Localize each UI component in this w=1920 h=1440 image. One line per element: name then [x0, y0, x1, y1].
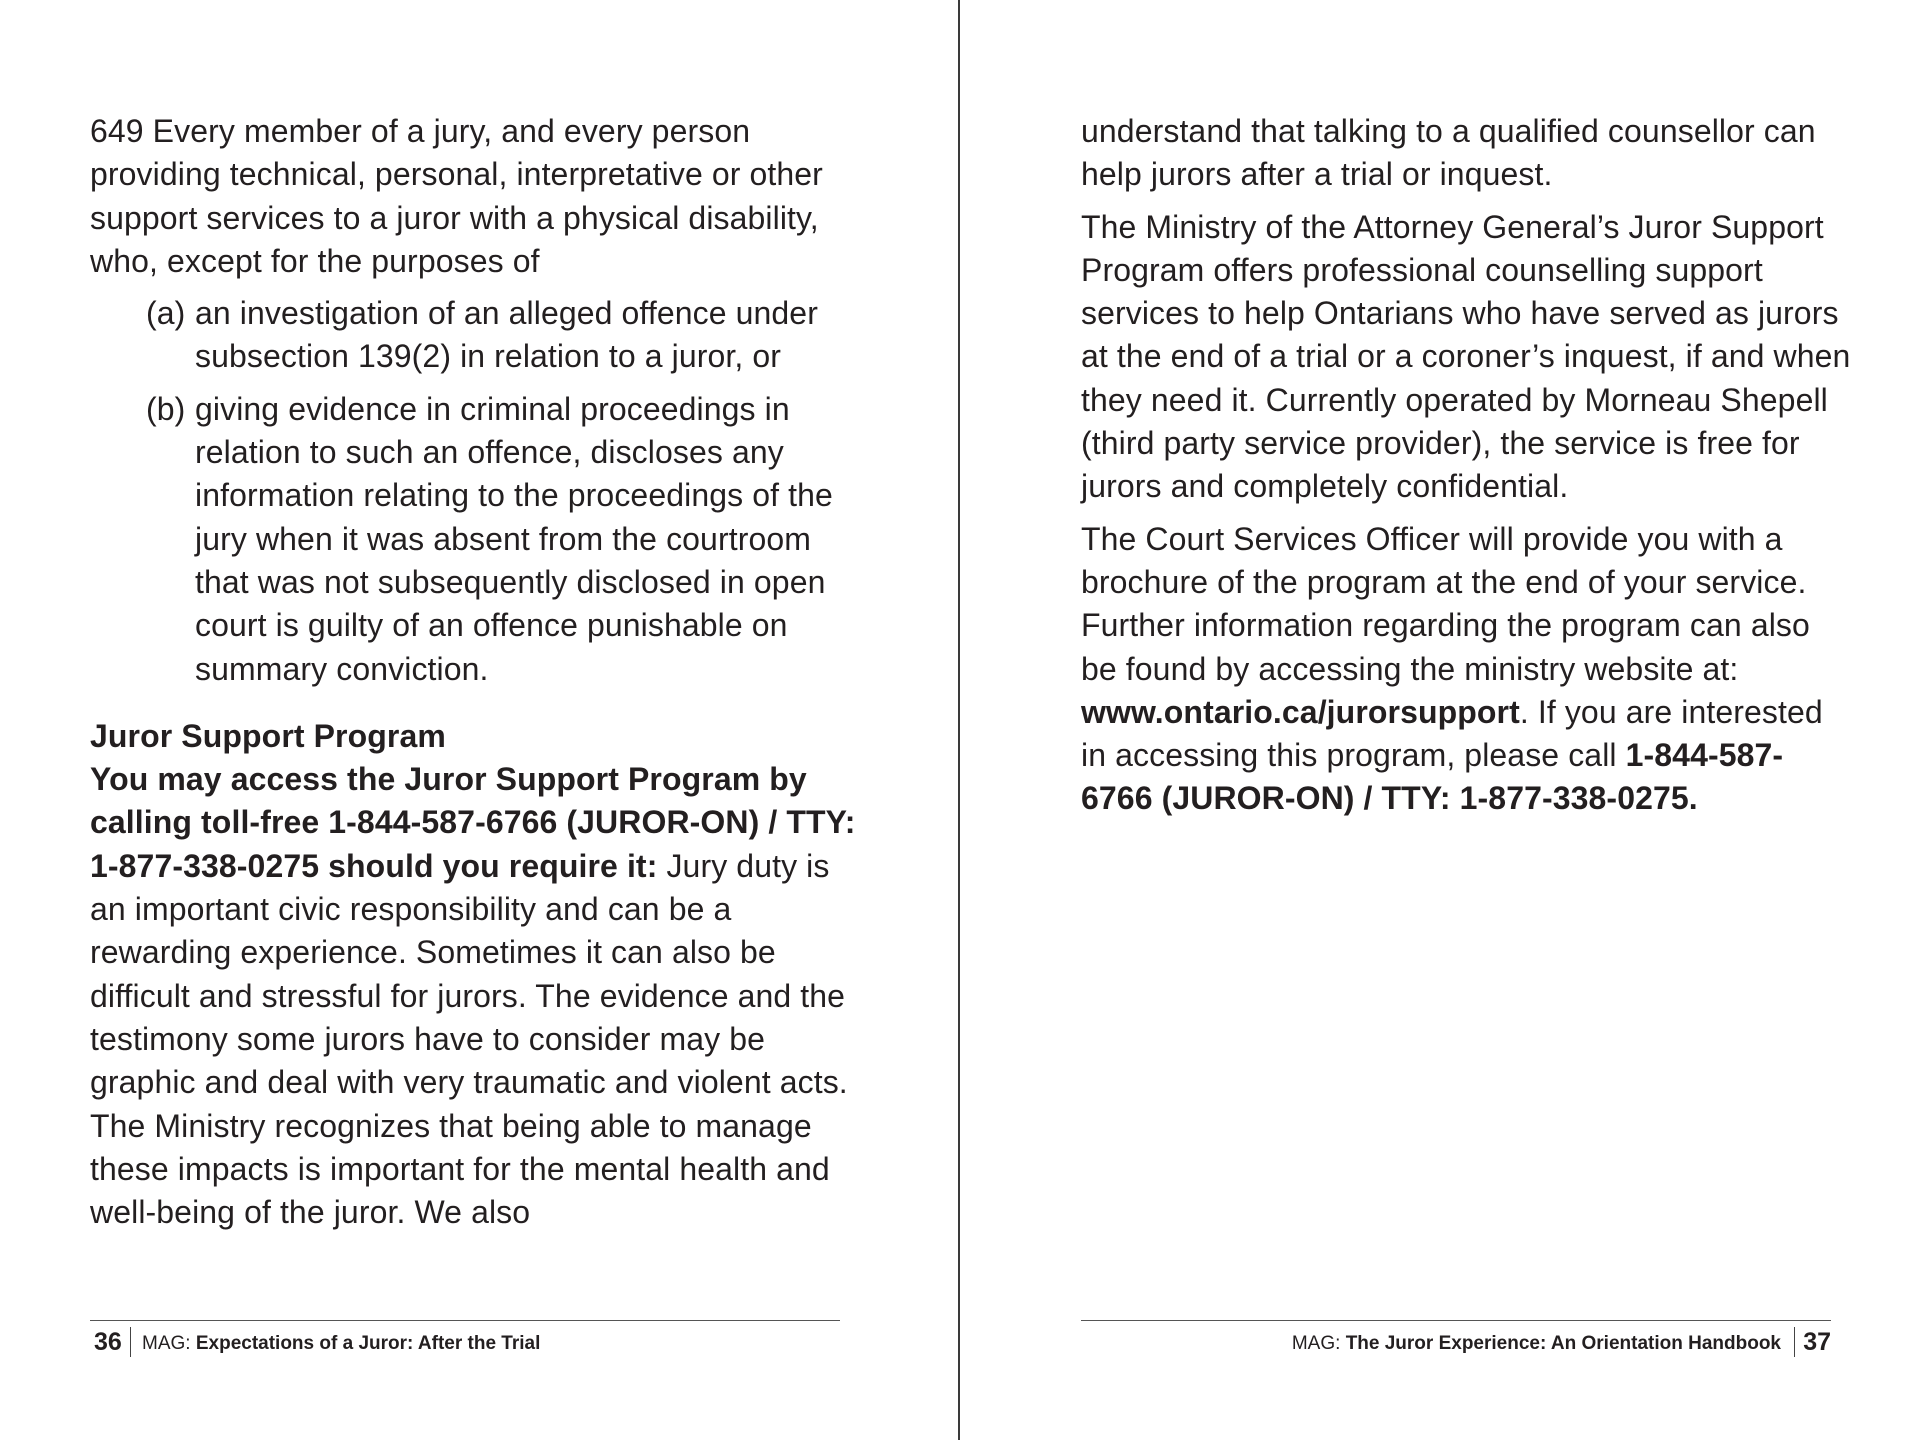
list-item-label: (b): [146, 390, 186, 427]
juror-support-paragraph: [90, 758, 860, 1234]
section-heading: Juror Support Program: [90, 717, 446, 754]
left-column: [90, 110, 860, 1234]
page-number: 37: [1794, 1327, 1831, 1357]
left-footer: [90, 1320, 840, 1361]
footer-prefix: MAG:: [142, 1333, 191, 1354]
running-footer: [142, 1333, 540, 1355]
list-item-text: an investigation of an alleged offence under subsection 139(2) in relation to a juror, or: [195, 295, 818, 375]
section-649-intro: 649 Every member of a jury, and every person providing technical, personal, interpretative or other support services to a juror with a physical disability, who, except for the purposes of: [90, 113, 823, 279]
footer-title: Expectations of a Juror: After the Trial: [195, 1333, 541, 1354]
list-item-text: giving evidence in criminal proceedings in relation to such an offence, discloses any information relating to the proceedings of the jury when it was absent from the courtroom that was not subsequently disclosed in open court is guilty of an offence punishable on summary conviction.: [195, 390, 833, 687]
contact-text-middle: . If you are interested in accessing this program, please call: [1081, 693, 1823, 774]
footer-prefix: MAG:: [1291, 1333, 1341, 1354]
footer-title: The Juror Experience: An Orientation Handbook: [1345, 1333, 1781, 1354]
program-description: The Ministry of the Attorney General’s Juror Support Program offers professional counselling support services to help Ontarians who have served as jurors at the end of a trial or a coroner’s inquest, if and when they need it. Currently operated by Morneau Shepell (third party service provider), the service is free for jurors and completely confidential.: [1081, 208, 1851, 505]
body-text: Jury duty is an important civic responsibility and can be a rewarding experience. Sometimes it can also be difficult and stressful for jurors. The evidence and the testimony some jurors have to consider may be graphic and deal with very traumatic and violent acts. The Ministry recognizes that being able to manage these impacts is important for the mental health and well-being of the juror. We also: [90, 847, 848, 1231]
website-link[interactable]: www.ontario.ca/jurorsupport: [1081, 693, 1520, 730]
list-item: [90, 292, 860, 379]
phone-numbers: 1-844-587-6766 (JUROR-ON) / TTY: 1-877-338-0275.: [1081, 737, 1784, 817]
list-item-label: (a): [146, 295, 186, 332]
continued-paragraph: understand that talking to a qualified counsellor can help jurors after a trial or inquest.: [1081, 113, 1816, 193]
right-footer: [1081, 1320, 1831, 1361]
running-footer: [1292, 1333, 1781, 1355]
list-item: [90, 388, 860, 691]
right-page: [960, 0, 1918, 1440]
right-column: [1081, 110, 1851, 830]
contact-paragraph: [1081, 518, 1851, 821]
contact-text-start: The Court Services Officer will provide you with a brochure of the program at the end of your service. Further information regarding the program can also be found by accessing the ministry website at:: [1081, 520, 1810, 687]
page-number: 36: [94, 1327, 131, 1357]
left-page: [0, 0, 958, 1440]
bold-lead-in: You may access the Juror Support Program by calling toll-free 1-844-587-6766 (JUROR-ON) / TTY: 1-877-338-0275 should you require it:: [90, 761, 856, 884]
subsection-list: [90, 292, 860, 691]
